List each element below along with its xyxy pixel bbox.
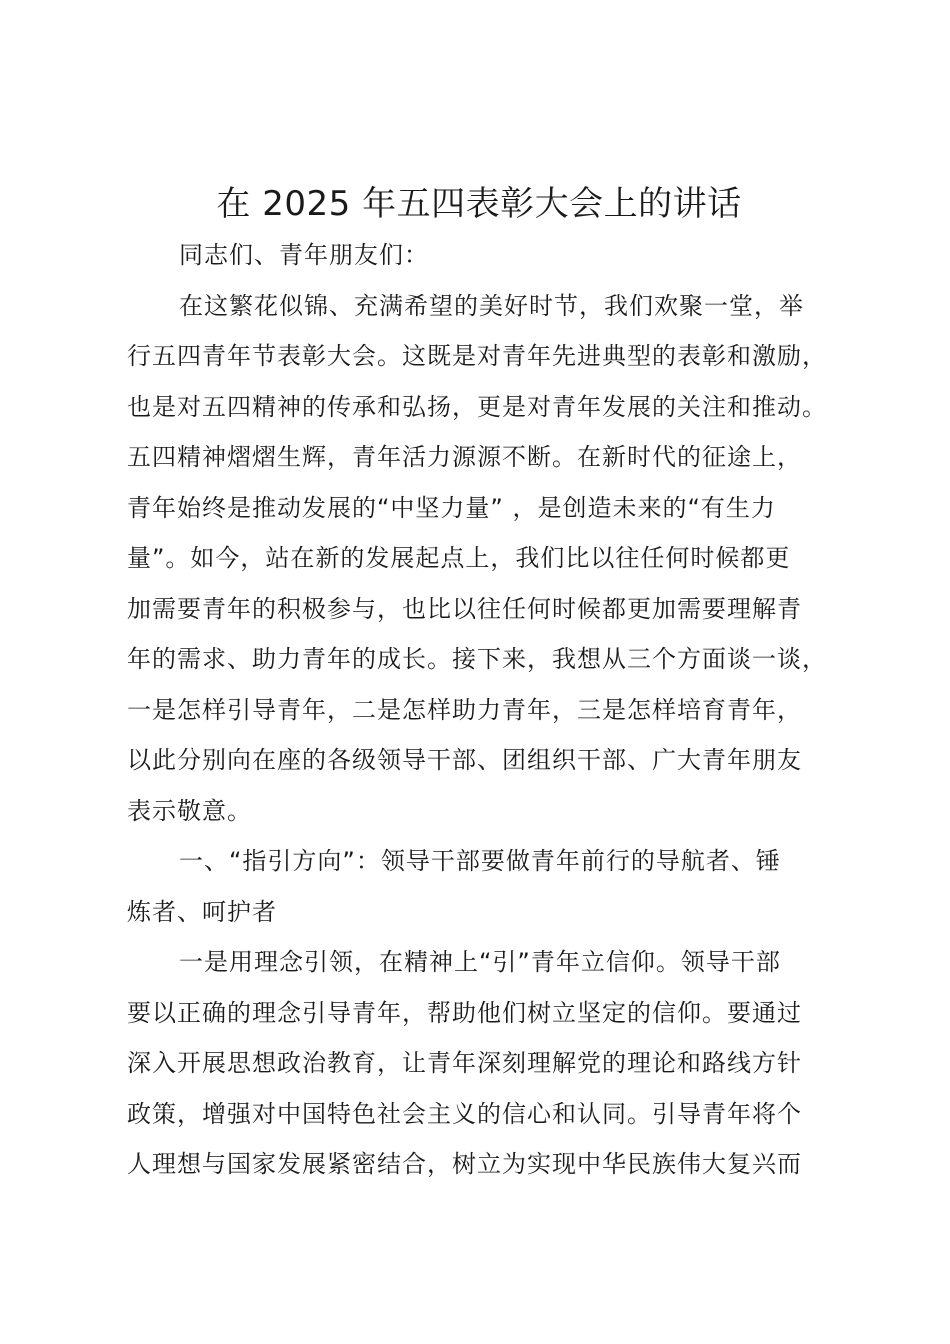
paragraph-2-line: 人理想与国家发展紧密结合，树立为实现中华民族伟大复兴而 — [127, 1150, 802, 1178]
paragraph-2-line: 一是用理念引领，在精神上“引”青年立信仰。领导干部 — [179, 948, 781, 976]
paragraph-1-line: 加需要青年的积极参与，也比以往任何时候都更加需要理解青 — [127, 594, 802, 623]
paragraph-1-line: 在这繁花似锦、充满希望的美好时节，我们欢聚一堂，举 — [179, 291, 804, 320]
paragraph-1-line: 量”。如今，站在新的发展起点上，我们比以往任何时候都更 — [127, 544, 791, 572]
salutation: 同志们、青年朋友们： — [179, 241, 429, 269]
paragraph-1-line: 年的需求、助力青年的成长。接下来，我想从三个方面谈一谈， — [127, 645, 827, 673]
paragraph-1-line: 五四精神熠熠生辉，青年活力源源不断。在新时代的征途上， — [127, 443, 802, 471]
section-heading-line: 炼者、呵护者 — [127, 897, 277, 926]
paragraph-1-line: 表示敬意。 — [127, 796, 252, 825]
document-body — [127, 230, 839, 1190]
document-title: 在 2025 年五四表彰大会上的讲话 — [216, 184, 742, 224]
paragraph-1-line: 行五四青年节表彰大会。这既是对青年先进典型的表彰和激励， — [127, 342, 827, 370]
paragraph-2-line: 深入开展思想政治教育，让青年深刻理解党的理论和路线方针 — [127, 1049, 802, 1077]
section-heading-line: 一、“指引方向”：领导干部要做青年前行的导航者、锤 — [179, 847, 781, 875]
paragraph-1-line: 青年始终是推动发展的“中坚力量” ，是创造未来的“有生力 — [127, 493, 776, 522]
paragraph-1-line: 也是对五四精神的传承和弘扬，更是对青年发展的关注和推动。 — [127, 392, 827, 421]
paragraph-2-line: 政策，增强对中国特色社会主义的信心和认同。引导青年将个 — [127, 1099, 802, 1128]
paragraph-1-line: 一是怎样引导青年，二是怎样助力青年，三是怎样培育青年， — [127, 695, 802, 724]
paragraph-1-line: 以此分别向在座的各级领导干部、团组织干部、广大青年朋友 — [127, 746, 802, 774]
paragraph-2-line: 要以正确的理念引导青年，帮助他们树立坚定的信仰。要通过 — [127, 998, 802, 1027]
